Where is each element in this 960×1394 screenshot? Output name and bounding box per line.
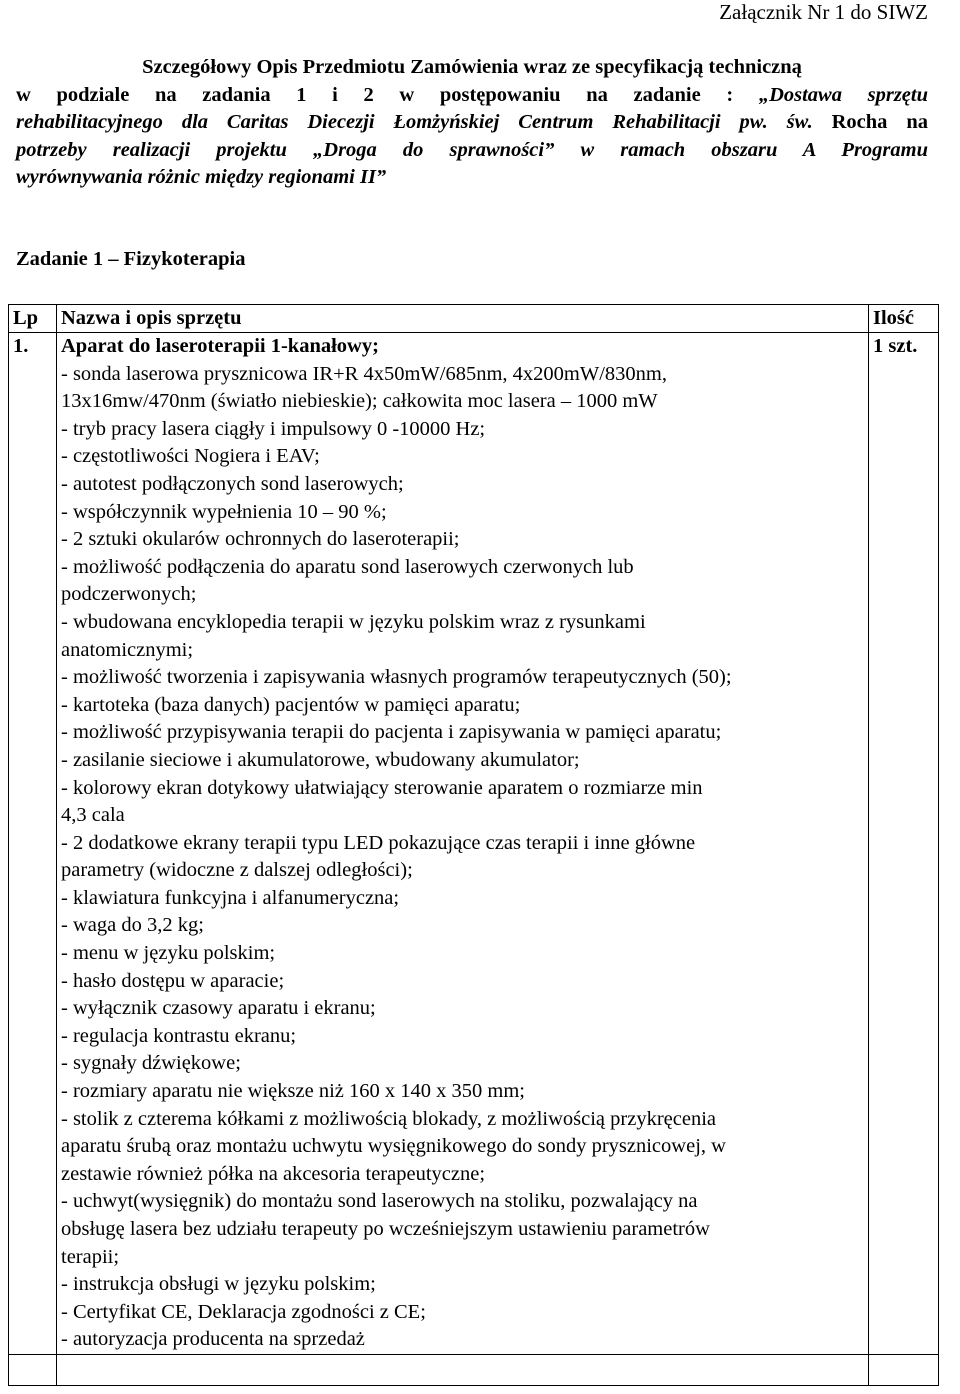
- row-description: [57, 333, 869, 1355]
- spec-line: - instrukcja obsługi w języku polskim;: [61, 1273, 376, 1296]
- header-lp: Lp: [9, 305, 57, 333]
- spec-line: - sonda laserowa prysznicowa IR+R 4x50mW/685nm, 4x200mW/830nm,: [61, 362, 667, 385]
- spec-line: - 2 dodatkowe ekrany terapii typu LED pokazujące czas terapii i inne główne: [61, 831, 696, 854]
- empty-cell-name: [57, 1354, 869, 1385]
- spec-line: - uchwyt(wysięgnik) do montażu sond laserowych na stoliku, pozwalający na: [61, 1190, 698, 1213]
- spec-line: anatomicznymi;: [61, 638, 194, 661]
- intro-line-3-italic: rehabilitacyjnego dla Caritas Diecezji Łomżyńskiej Centrum Rehabilitacji pw. św.: [16, 111, 813, 133]
- spec-line: - rozmiary aparatu nie większe niż 160 x 140 x 350 mm;: [61, 1080, 525, 1103]
- spec-line: - możliwość przypisywania terapii do pacjenta i zapisywania w pamięci aparatu;: [61, 721, 722, 744]
- intro-line-5: wyrównywania różnic między regionami II”: [16, 166, 387, 188]
- header-name: Nazwa i opis sprzętu: [57, 305, 869, 333]
- row-qty: 1 szt.: [869, 333, 939, 1355]
- spec-line: 13x16mw/470nm (światło niebieskie); całkowita moc lasera – 1000 mW: [61, 390, 658, 413]
- spec-line: - kartoteka (baza danych) pacjentów w pamięci aparatu;: [61, 693, 521, 716]
- spec-line: 4,3 cala: [61, 804, 125, 827]
- empty-cell-lp: [9, 1354, 57, 1385]
- intro-line-3-plain: Rocha na: [812, 111, 928, 133]
- table-header-row: [9, 305, 939, 333]
- spec-line: zestawie również półka na akcesoria terapeutyczne;: [61, 1162, 486, 1185]
- spec-line: - klawiatura funkcyjna i alfanumeryczna;: [61, 886, 400, 909]
- spec-line: - możliwość tworzenia i zapisywania własnych programów terapeutycznych (50);: [61, 666, 732, 689]
- spec-line: - możliwość podłączenia do aparatu sond laserowych czerwonych lub: [61, 555, 634, 578]
- item-name: Aparat do laseroterapii 1-kanałowy;: [61, 335, 379, 357]
- intro-line-2-italic: „Dostawa sprzętu: [758, 83, 929, 106]
- intro-line-1: Szczegółowy Opis Przedmiotu Zamówienia wraz ze specyfikacją techniczną: [142, 56, 802, 78]
- spec-line: aparatu śrubą oraz montażu uchwytu wysięgnikowego do sondy prysznicowej, w: [61, 1135, 726, 1158]
- spec-line: - autotest podłączonych sond laserowych;: [61, 472, 404, 495]
- spec-line: terapii;: [61, 1245, 120, 1268]
- equipment-spec-table: [8, 304, 939, 1386]
- spec-line: - zasilanie sieciowe i akumulatorowe, wbudowany akumulator;: [61, 748, 580, 771]
- spec-line: - Certyfikat CE, Deklaracja zgodności z CE;: [61, 1300, 426, 1323]
- task-title: Zadanie 1 – Fizykoterapia: [16, 248, 246, 270]
- intro-line-2: [16, 82, 928, 110]
- document-intro: [16, 54, 928, 192]
- spec-line: - kolorowy ekran dotykowy ułatwiający sterowanie aparatem o rozmiarze min: [61, 776, 703, 799]
- spec-line: obsługę lasera bez udziału terapeuty po wcześniejszym ustawieniu parametrów: [61, 1218, 710, 1240]
- row-lp: 1.: [9, 333, 57, 1355]
- spec-line: - stolik z czterema kółkami z możliwością blokady, z możliwością przykręcenia: [61, 1107, 716, 1130]
- spec-line: - wyłącznik czasowy aparatu i ekranu;: [61, 997, 376, 1020]
- spec-line: - menu w języku polskim;: [61, 942, 276, 965]
- spec-line: - waga do 3,2 kg;: [61, 914, 204, 937]
- spec-line: parametry (widoczne z dalszej odległości);: [61, 859, 413, 882]
- spec-line: - regulacja kontrastu ekranu;: [61, 1024, 297, 1047]
- spec-line: - współczynnik wypełnienia 10 – 90 %;: [61, 500, 387, 523]
- spec-line: - 2 sztuki okularów ochronnych do laseroterapii;: [61, 528, 460, 551]
- intro-line-2-plain: w podziale na zadania 1 i 2 w postępowaniu na zadanie :: [16, 83, 759, 106]
- table-row-empty: [9, 1354, 939, 1385]
- spec-line: - sygnały dźwiękowe;: [61, 1052, 241, 1075]
- spec-line: - hasło dostępu w aparacie;: [61, 969, 285, 992]
- spec-line: podczerwonych;: [61, 583, 197, 606]
- intro-line-3: [16, 109, 928, 137]
- empty-cell-qty: [869, 1354, 939, 1385]
- spec-line: - autoryzacja producenta na sprzedaż: [61, 1328, 365, 1351]
- spec-line: - wbudowana encyklopedia terapii w języku polskim wraz z rysunkami: [61, 610, 646, 633]
- spec-line: - częstotliwości Nogiera i EAV;: [61, 445, 320, 468]
- spec-line: - tryb pracy lasera ciągły i impulsowy 0 -10000 Hz;: [61, 417, 486, 440]
- header-qty: Ilość: [869, 305, 939, 333]
- annex-label: Załącznik Nr 1 do SIWZ: [719, 0, 928, 24]
- intro-line-4: potrzeby realizacji projektu „Droga do sprawności” w ramach obszaru A Programu: [16, 138, 928, 161]
- table-body: [9, 333, 939, 1386]
- table-row: [9, 333, 939, 1355]
